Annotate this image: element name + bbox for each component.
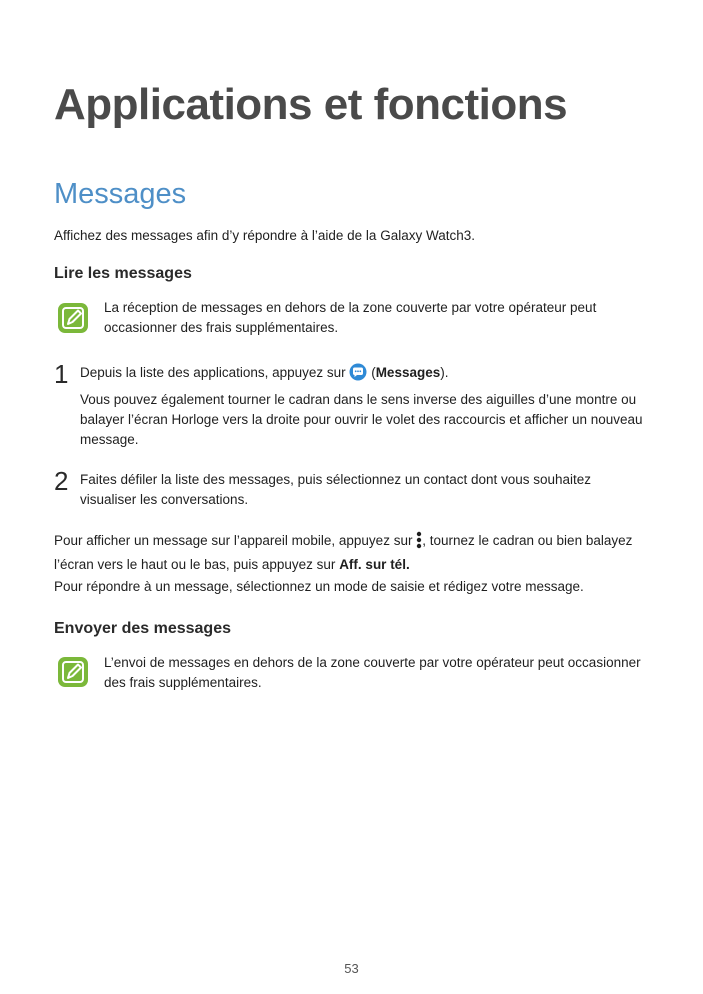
read-messages-title: Lire les messages xyxy=(54,265,192,282)
step2-text: Faites défiler la liste des messages, puis sélectionnez un contact dont vous souhaitez visualiser les conversations. xyxy=(80,472,592,507)
para1-before: Pour afficher un message sur l’appareil mobile, appuyez sur xyxy=(54,533,413,548)
step1-paren-open: ( xyxy=(371,365,376,380)
chapter-title: Applications et fonctions xyxy=(54,80,568,129)
read-note-text: La réception de messages en dehors de la zone couverte par votre opérateur peut occasionner des frais supplémentaires. xyxy=(104,300,597,335)
step-number: 1 xyxy=(54,359,69,389)
intro-text: Affichez des messages afin d’y répondre à l’aide de la Galaxy Watch3. xyxy=(54,228,475,243)
page-number: 53 xyxy=(344,961,359,976)
step1-text xyxy=(80,363,650,387)
send-note-text: L’envoi de messages en dehors de la zone couverte par votre opérateur peut occasionner des frais supplémentaires. xyxy=(104,655,641,690)
para1-after: , tournez le cadran ou bien balayez l’écran vers le haut ou le bas, puis appuyez sur xyxy=(54,533,633,572)
send-messages-title: Envoyer des messages xyxy=(54,620,231,637)
messages-app-name: Messages xyxy=(375,365,441,380)
section-title: Messages xyxy=(54,178,187,210)
step1-paren-close: ). xyxy=(440,365,449,380)
step1-text-before: Depuis la liste des applications, appuyez sur xyxy=(80,365,346,380)
note-pencil-icon xyxy=(57,656,89,688)
view-on-phone-text xyxy=(54,531,644,575)
show-on-phone-label: Aff. sur tél. xyxy=(339,557,410,572)
step1-detail: Vous pouvez également tourner le cadran dans le sens inverse des aiguilles d’une montre ou balayer l’écran Horloge vers la droite pour ouvrir le volet des raccourcis et afficher un nouveau message. xyxy=(80,392,643,447)
step-number: 2 xyxy=(54,466,69,496)
note-pencil-icon xyxy=(57,302,89,334)
messages-app-icon[interactable] xyxy=(349,363,367,387)
reply-text: Pour répondre à un message, sélectionnez un mode de saisie et rédigez votre message. xyxy=(54,579,584,594)
